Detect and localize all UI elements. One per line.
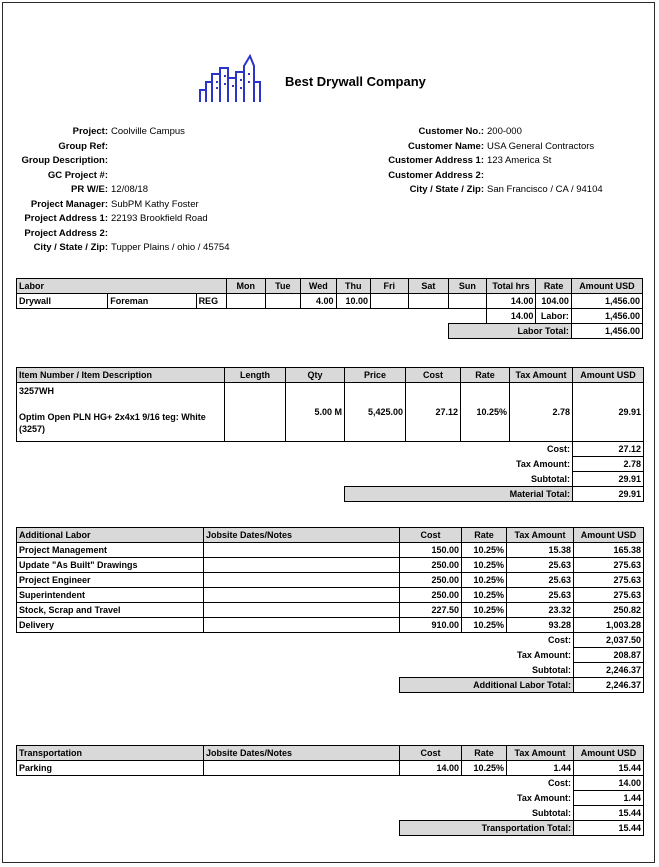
summary-label: Cost: [548,635,571,646]
summary-label: Subtotal: [531,473,570,484]
line-item-name: Superintendent [17,588,204,603]
info-label: Project: [72,126,108,137]
line-item-rate: 10.25% [462,618,507,633]
item-tax: 2.78 [510,383,573,442]
labor-col-header: Labor [17,279,227,294]
fri-header: Fri [371,279,409,294]
material-total-row [17,487,644,502]
material-header-row [17,368,644,383]
summary-label: Tax Amount: [516,459,570,469]
summary-label: Subtotal: [532,807,571,818]
summary-row [17,442,644,457]
summary-value: 27.12 [573,442,644,457]
item-header: Item Number / Item Description [17,368,225,383]
line-item-amount: 15.44 [574,761,644,776]
line-item-row [17,588,644,603]
price-header: Price [345,368,406,383]
info-row [14,169,229,184]
info-label: Customer Address 2: [388,169,484,181]
line-item-row [17,543,644,558]
line-item-amount: 1,003.28 [574,618,644,633]
line-item-tax: 93.28 [507,618,574,633]
line-item-row [17,761,644,776]
transportation-header: Transportation [17,746,204,761]
line-item-amount: 165.38 [574,543,644,558]
info-row [14,125,229,140]
line-item-rate: 10.25% [462,543,507,558]
labor-sum-amount: 1,456.00 [571,309,642,324]
summary-value: 1.44 [574,791,644,806]
rate-header: Rate [536,279,572,294]
summary-value: 2,246.37 [574,663,644,678]
info-value: 12/08/18 [111,184,148,195]
line-item-rate: 10.25% [462,603,507,618]
qty-header: Qty [286,368,345,383]
item-number: 3257WH [19,386,55,396]
labor-sat [408,294,449,309]
material-table [16,367,644,502]
labor-row [17,294,643,309]
line-item-tax: 1.44 [507,761,574,776]
project-info [14,125,229,256]
tue-header: Tue [265,279,301,294]
info-label: Group Description: [21,155,108,166]
summary-label: Tax Amount: [517,793,571,803]
material-item-cell [17,383,225,442]
info-label: Project Address 2: [24,227,108,239]
line-item-name: Parking [17,761,204,776]
info-value: San Francisco / CA / 94104 [487,184,603,195]
line-item-name: Project Engineer [17,573,204,588]
info-row [372,169,603,184]
info-label: Customer No.: [418,126,484,137]
additional-labor-header: Additional Labor [17,528,204,543]
line-item-tax: 25.63 [507,588,574,603]
line-item-name: Delivery [17,618,204,633]
line-item-cost: 250.00 [400,588,462,603]
summary-label: Cost: [547,444,570,455]
material-total-label: Material Total: [345,487,573,502]
labor-sum-row [17,309,643,324]
labor-type: Drywall [17,294,108,309]
company-name: Best Drywall Company [285,74,426,89]
summary-row [17,457,644,472]
line-item-rate: 10.25% [462,588,507,603]
item-description: Optim Open PLN HG+ 2x4x1 9/16 teg: White (3257) [19,412,206,434]
sat-header: Sat [408,279,449,294]
line-item-rate: 10.25% [462,761,507,776]
info-value: USA General Contractors [487,140,595,152]
info-row [14,198,229,213]
labor-rate: 104.00 [536,294,572,309]
info-label: GC Project #: [47,169,108,181]
building-logo-icon [196,52,268,104]
section-total-value: 2,246.37 [574,678,644,693]
info-label: Project Address 1: [24,213,108,224]
material-total-value: 29.91 [573,487,644,502]
info-row [14,241,229,256]
summary-label: Subtotal: [532,664,571,675]
line-item-notes [204,573,400,588]
material-item-row [17,383,644,442]
item-cost: 27.12 [406,383,461,442]
info-label: PR W/E: [71,184,108,195]
info-value: SubPM Kathy Foster [111,198,199,210]
line-item-cost: 250.00 [400,558,462,573]
labor-sun [449,294,487,309]
line-item-tax: 25.63 [507,573,574,588]
line-item-tax: 25.63 [507,558,574,573]
info-label: Customer Address 1: [388,155,484,166]
labor-total-hrs: 14.00 [486,294,536,309]
line-item-cost: 227.50 [400,603,462,618]
cost-header: Cost [400,746,462,761]
info-value: 22193 Brookfield Road [111,213,208,224]
labor-amount: 1,456.00 [571,294,642,309]
tax-header: Tax Amount [507,528,574,543]
summary-row [17,791,644,806]
amount-header: Amount USD [573,368,644,383]
line-item-name: Stock, Scrap and Travel [17,603,204,618]
labor-mon [227,294,266,309]
labor-sum-hrs: 14.00 [486,309,536,324]
summary-row [17,648,644,663]
mon-header: Mon [227,279,266,294]
line-item-cost: 14.00 [400,761,462,776]
amount-header: Amount USD [574,528,644,543]
line-item-amount: 275.63 [574,558,644,573]
customer-info [372,125,603,198]
labor-role: Foreman [108,294,196,309]
section-total-row [17,821,644,836]
info-label: Project Manager: [30,198,108,210]
total-hrs-header: Total hrs [486,279,536,294]
info-row [14,212,229,227]
line-item-notes [204,588,400,603]
info-row [14,227,229,242]
labor-total-label: Labor Total: [449,324,572,339]
line-item-notes [204,618,400,633]
labor-fri [371,294,409,309]
rate-header: Rate [462,746,507,761]
info-row [14,154,229,169]
rate-header: Rate [462,528,507,543]
section-total-row [17,678,644,693]
line-item-cost: 250.00 [400,573,462,588]
wed-header: Wed [301,279,337,294]
labor-code: REG [196,294,226,309]
line-item-cost: 150.00 [400,543,462,558]
section-total-value: 15.44 [574,821,644,836]
info-row [14,140,229,155]
line-item-rate: 10.25% [462,558,507,573]
line-item-row [17,603,644,618]
line-item-amount: 275.63 [574,588,644,603]
item-amount: 29.91 [573,383,644,442]
tax-header: Tax Amount [510,368,573,383]
info-value: 200-000 [487,126,522,137]
info-value: 123 America St [487,155,552,166]
item-length [225,383,286,442]
cost-header: Cost [400,528,462,543]
labor-thu: 10.00 [336,294,370,309]
labor-sum-label: Labor: [536,309,572,324]
labor-table [16,278,643,339]
notes-header: Jobsite Dates/Notes [204,746,400,761]
transportation-header-row [17,746,644,761]
summary-value: 208.87 [574,648,644,663]
summary-row [17,633,644,648]
info-row [372,154,603,169]
summary-value: 29.91 [573,472,644,487]
labor-tue [265,294,301,309]
item-price: 5,425.00 [345,383,406,442]
section-total-label: Transportation Total: [400,821,574,836]
line-item-cost: 910.00 [400,618,462,633]
line-item-notes [204,603,400,618]
info-value: Tupper Plains / ohio / 45754 [111,242,230,253]
line-item-row [17,558,644,573]
summary-row [17,472,644,487]
info-label: City / State / Zip: [33,242,108,253]
rate-header: Rate [461,368,510,383]
summary-value: 14.00 [574,776,644,791]
line-item-notes [204,761,400,776]
amount-header: Amount USD [571,279,642,294]
line-item-amount: 250.82 [574,603,644,618]
tax-header: Tax Amount [507,746,574,761]
thu-header: Thu [336,279,370,294]
summary-label: Cost: [548,778,571,789]
summary-value: 2.78 [573,457,644,472]
amount-header: Amount USD [574,746,644,761]
labor-header-row [17,279,643,294]
line-item-notes [204,543,400,558]
summary-row [17,776,644,791]
summary-value: 2,037.50 [574,633,644,648]
line-item-tax: 15.38 [507,543,574,558]
info-row [372,183,603,198]
line-item-tax: 23.32 [507,603,574,618]
labor-total-row [17,324,643,339]
line-item-name: Update "As Built" Drawings [17,558,204,573]
labor-wed: 4.00 [301,294,337,309]
line-item-row [17,573,644,588]
additional-labor-header-row [17,528,644,543]
line-item-rate: 10.25% [462,573,507,588]
line-item-row [17,618,644,633]
notes-header: Jobsite Dates/Notes [204,528,400,543]
line-item-amount: 275.63 [574,573,644,588]
info-value: Coolville Campus [111,126,185,137]
transportation-table [16,745,644,836]
cost-header: Cost [406,368,461,383]
summary-row [17,806,644,821]
info-label: City / State / Zip: [409,184,484,195]
section-total-label: Additional Labor Total: [400,678,574,693]
item-rate: 10.25% [461,383,510,442]
sun-header: Sun [449,279,487,294]
info-row [372,125,603,140]
summary-row [17,663,644,678]
additional-labor-table [16,527,644,693]
item-qty: 5.00 M [286,383,345,442]
summary-label: Tax Amount: [517,650,571,660]
info-label: Group Ref: [58,140,108,152]
info-row [14,183,229,198]
line-item-name: Project Management [17,543,204,558]
line-item-notes [204,558,400,573]
length-header: Length [225,368,286,383]
info-row [372,140,603,155]
summary-value: 15.44 [574,806,644,821]
info-label: Customer Name: [407,140,484,152]
labor-total-value: 1,456.00 [571,324,642,339]
